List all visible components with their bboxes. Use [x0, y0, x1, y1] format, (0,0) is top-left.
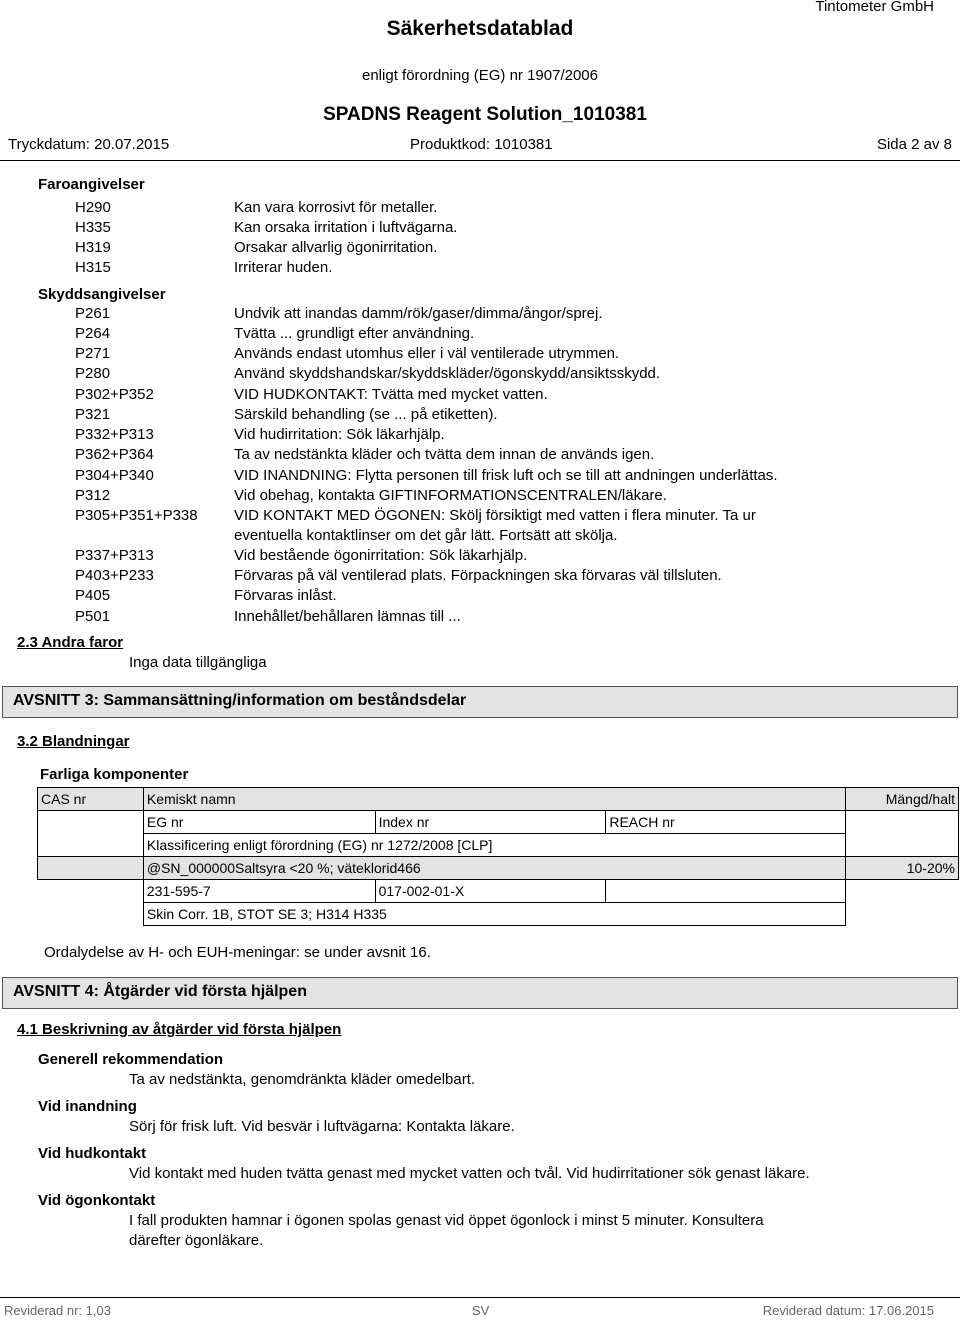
precaution-code: P321	[75, 406, 111, 423]
language-code: SV	[472, 1303, 490, 1318]
skin-contact-text: Vid kontakt med huden tvätta genast med mycket vatten och tvål. Vid hudirritationer sök genast läkare.	[129, 1165, 810, 1182]
ec-value: 231-595-7	[143, 880, 375, 903]
table-subheader-row	[38, 811, 959, 834]
section-3-banner	[2, 686, 958, 718]
section-3-title: AVSNITT 3: Sammansättning/information om beståndsdelar	[13, 692, 467, 709]
table-row	[38, 857, 959, 880]
cas-header: CAS nr	[38, 788, 144, 811]
reach-value	[606, 880, 846, 903]
hazard-text: Orsakar allvarlig ögonirritation.	[234, 239, 438, 256]
precaution-code: P501	[75, 608, 111, 625]
hazard-text: Irriterar huden.	[234, 259, 333, 276]
precaution-text: VID KONTAKT MED ÖGONEN: Skölj försiktigt med vatten i flera minuter. Ta ur	[234, 507, 756, 524]
document-title: Säkerhetsdatablad	[386, 17, 574, 40]
precaution-code: P304+P340	[75, 467, 154, 484]
general-advice-text: Ta av nedstänkta, genomdränkta kläder omedelbart.	[129, 1071, 476, 1088]
revision-date: Reviderad datum: 17.06.2015	[762, 1303, 934, 1318]
amount-header: Mängd/halt	[846, 788, 959, 811]
classification-header: Klassificering enligt förordning (EG) nr 1272/2008 [CLP]	[143, 834, 845, 857]
amount-value: 10-20%	[846, 857, 959, 880]
first-aid-heading: 4.1 Beskrivning av åtgärder vid första hjälpen	[17, 1021, 342, 1038]
table-row	[38, 880, 959, 903]
regulation-reference: enligt förordning (EG) nr 1907/2006	[362, 67, 598, 84]
precaution-code: P280	[75, 365, 111, 382]
mixtures-heading: 3.2 Blandningar	[17, 733, 130, 750]
reach-header: REACH nr	[606, 811, 846, 834]
product-code: Produktkod: 1010381	[410, 136, 553, 153]
skin-contact-heading: Vid hudkontakt	[38, 1145, 147, 1162]
precaution-text: Särskild behandling (se ... på etiketten).	[234, 406, 498, 423]
eye-contact-text: I fall produkten hamnar i ögonen spolas genast vid öppet ögonlock i minst 5 minuter. Konsultera	[129, 1212, 764, 1229]
precaution-text: Används endast utomhus eller i väl ventilerade utrymmen.	[234, 345, 620, 362]
section-4-title: AVSNITT 4: Åtgärder vid första hjälpen	[13, 983, 307, 1000]
precaution-text-continued: eventuella kontaktlinser om det går lätt. Fortsätt att skölja.	[234, 527, 618, 544]
precaution-text: Tvätta ... grundligt efter användning.	[234, 325, 475, 342]
cas-value	[38, 857, 144, 880]
precaution-code: P403+P233	[75, 567, 154, 584]
precaution-code: P312	[75, 487, 111, 504]
hazard-statements-heading: Faroangivelser	[38, 176, 145, 193]
chemical-name-header: Kemiskt namn	[143, 788, 845, 811]
hazardous-components-heading: Farliga komponenter	[40, 766, 189, 783]
precaution-text: Vid obehag, kontakta GIFTINFORMATIONSCENTRALEN/läkare.	[234, 487, 667, 504]
precaution-text: VID HUDKONTAKT: Tvätta med mycket vatten.	[234, 386, 548, 403]
table-subheader-row	[38, 834, 959, 857]
precaution-text: VID INANDNING: Flytta personen till frisk luft och se till att andningen underlättas.	[234, 467, 778, 484]
ec-header: EG nr	[143, 811, 375, 834]
precaution-code: P264	[75, 325, 111, 342]
table-row	[38, 903, 959, 926]
precaution-text: Använd skyddshandskar/skyddskläder/ögonskydd/ansiktsskydd.	[234, 365, 661, 382]
revision-number: Reviderad nr: 1,03	[4, 1303, 111, 1318]
precaution-text: Innehållet/behållaren lämnas till ...	[234, 608, 461, 625]
inhalation-text: Sörj för frisk luft. Vid besvär i luftvägarna: Kontakta läkare.	[129, 1118, 515, 1135]
precaution-code: P362+P364	[75, 446, 154, 463]
precaution-text: Undvik att inandas damm/rök/gaser/dimma/ångor/sprej.	[234, 305, 603, 322]
precaution-text: Ta av nedstänkta kläder och tvätta dem innan de används igen.	[234, 446, 655, 463]
precaution-code: P302+P352	[75, 386, 154, 403]
hazard-code: H290	[75, 199, 111, 216]
precaution-code: P405	[75, 587, 111, 604]
table-header-row	[38, 788, 959, 811]
classification-value: Skin Corr. 1B, STOT SE 3; H314 H335	[143, 903, 845, 926]
precaution-code: P271	[75, 345, 111, 362]
product-name: SPADNS Reagent Solution_1010381	[323, 104, 647, 125]
eye-contact-text-continued: därefter ögonläkare.	[129, 1232, 264, 1249]
precaution-text: Förvaras på väl ventilerad plats. Förpackningen ska förvaras väl tillsluten.	[234, 567, 722, 584]
other-hazards-text: Inga data tillgängliga	[129, 654, 267, 671]
inhalation-heading: Vid inandning	[38, 1098, 137, 1115]
precaution-code: P332+P313	[75, 426, 154, 443]
index-header: Index nr	[375, 811, 606, 834]
hazardous-components-table	[37, 787, 959, 926]
section-4-banner	[2, 977, 958, 1009]
precaution-code: P337+P313	[75, 547, 154, 564]
print-date: Tryckdatum: 20.07.2015	[8, 136, 170, 153]
chemical-name-value: @SN_000000Saltsyra <20 %; väteklorid466	[143, 857, 845, 880]
precaution-code: P305+P351+P338	[75, 507, 198, 524]
h-statements-note: Ordalydelse av H- och EUH-meningar: se under avsnit 16.	[44, 944, 431, 961]
index-value: 017-002-01-X	[375, 880, 606, 903]
page-number: Sida 2 av 8	[876, 136, 952, 153]
company-name: Tintometer GmbH	[815, 0, 934, 15]
header-divider	[0, 160, 960, 161]
hazard-code: H319	[75, 239, 111, 256]
general-advice-heading: Generell rekommendation	[38, 1051, 224, 1068]
precaution-text: Vid bestående ögonirritation: Sök läkarhjälp.	[234, 547, 528, 564]
footer-divider	[0, 1297, 960, 1298]
hazard-code: H335	[75, 219, 111, 236]
precaution-code: P261	[75, 305, 111, 322]
other-hazards-heading: 2.3 Andra faror	[17, 634, 124, 651]
hazard-code: H315	[75, 259, 111, 276]
eye-contact-heading: Vid ögonkontakt	[38, 1192, 156, 1209]
hazard-text: Kan vara korrosivt för metaller.	[234, 199, 438, 216]
precautionary-statements-heading: Skyddsangivelser	[38, 286, 166, 303]
precaution-text: Vid hudirritation: Sök läkarhjälp.	[234, 426, 445, 443]
precaution-text: Förvaras inlåst.	[234, 587, 337, 604]
hazard-text: Kan orsaka irritation i luftvägarna.	[234, 219, 458, 236]
